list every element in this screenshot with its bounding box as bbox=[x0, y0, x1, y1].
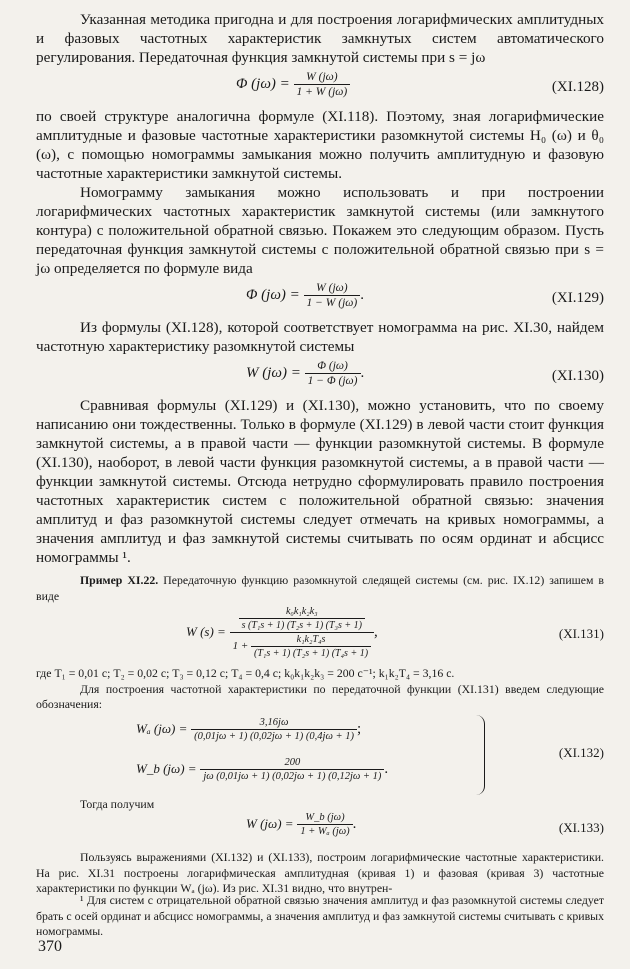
example-intro bbox=[36, 573, 604, 604]
footnote bbox=[36, 893, 604, 940]
eq129-lhs: Φ (jω) = bbox=[246, 286, 300, 303]
eq128-denominator: 1 + W (jω) bbox=[296, 86, 348, 98]
eq130-tail: . bbox=[360, 364, 365, 381]
eq132-tag: (XI.132) bbox=[558, 744, 604, 760]
eq133-tail: . bbox=[352, 815, 357, 832]
eq131-bottom-fraction bbox=[251, 634, 371, 659]
parameters-line: где T₁ = 0,01 с; T₂ = 0,02 с; T₃ = 0,12 с; T₄ = 0,4 с; k₀k₁k₂k₃ = 200 с⁻¹; k₁k₂T₄ = 3,16 с. bbox=[36, 666, 455, 680]
paragraph-6: Для построения частотной характеристики по передаточной функции (XI.131) введем следующие обозначения: bbox=[36, 681, 604, 711]
eq129-denominator: 1 − W (jω) bbox=[306, 297, 358, 309]
eq129-numerator: W (jω) bbox=[304, 282, 361, 296]
equation-xi-129 bbox=[36, 278, 604, 318]
eq132-row-a bbox=[136, 717, 361, 742]
eq132-b-lhs: W_b (jω) = bbox=[136, 760, 197, 776]
eq130-numerator: Φ (jω) bbox=[305, 360, 361, 374]
paragraph-1: Указанная методика пригодна и для построения логарифмических амплитудных и фазовых частотных характеристик замкнутых систем автоматического регулирования. Передаточная функция замкнутой системы при s = jω bbox=[36, 11, 604, 66]
eq130-lhs: W (jω) = bbox=[246, 364, 301, 381]
eq132-row-b bbox=[136, 757, 388, 782]
eq132-a-tail: ; bbox=[356, 720, 362, 737]
example-text: Передаточную функцию разомкнутой следящей системы (см. рис. IX.12) запишем в виде bbox=[36, 573, 604, 603]
eq133-tag: (XI.133) bbox=[558, 820, 604, 835]
eq131-one-plus: 1 + bbox=[232, 640, 249, 653]
eq131-top bbox=[230, 606, 374, 633]
eq132-b-fraction bbox=[200, 757, 384, 782]
eq133-fraction bbox=[297, 812, 352, 837]
equation-xi-131 bbox=[36, 604, 604, 666]
eq129-fraction bbox=[304, 282, 361, 309]
eq128-fraction bbox=[294, 71, 351, 98]
eq128-numerator: W (jω) bbox=[294, 71, 351, 85]
equation-xi-130 bbox=[36, 356, 604, 396]
eq132-a-fraction bbox=[191, 717, 357, 742]
eq132-a-denominator: (0,01jω + 1) (0,02jω + 1) (0,4jω + 1) bbox=[194, 730, 354, 742]
eq130-denominator: 1 − Φ (jω) bbox=[307, 375, 358, 387]
paragraph-7: Пользуясь выражениями (XI.132) и (XI.133), построим логарифмические частотные характеристики. На рис. XI.31 построены логарифмическая амплитудная (кривая 1) и фазовая (кривая 3) частотные характеристики по функции Wₐ (jω). Из рис. XI.31 видно, что внутрен- bbox=[36, 850, 604, 895]
eq133-denominator: 1 + Wₐ (jω) bbox=[300, 826, 350, 837]
eq131-top-fraction bbox=[239, 606, 365, 631]
eq131-lhs: W (s) = bbox=[186, 623, 226, 639]
eq130-tag: (XI.130) bbox=[551, 368, 604, 384]
eq128-lhs: Φ (jω) = bbox=[236, 75, 290, 92]
eq131-bottom-denominator: (T₁s + 1) (T₂s + 1) (T₄s + 1) bbox=[254, 648, 369, 659]
eq129-tag: (XI.129) bbox=[551, 290, 604, 306]
then-line: Тогда получим bbox=[80, 796, 155, 811]
eq132-a-numerator: 3,16jω bbox=[191, 717, 357, 730]
eq131-tag: (XI.131) bbox=[558, 626, 604, 641]
eq131-bottom bbox=[230, 633, 374, 659]
eq130-fraction bbox=[305, 360, 361, 387]
equation-xi-132 bbox=[36, 713, 604, 797]
eq131-fraction bbox=[230, 606, 374, 659]
equation-xi-133 bbox=[36, 812, 604, 850]
page-number: 370 bbox=[38, 938, 62, 955]
eq128-tag: (XI.128) bbox=[551, 79, 604, 95]
eq133-lhs: W (jω) = bbox=[246, 815, 294, 831]
eq133-numerator: W_b (jω) bbox=[297, 812, 352, 825]
eq132-b-tail: . bbox=[384, 760, 389, 777]
example-label: Пример XI.22. bbox=[80, 573, 159, 587]
eq132-b-numerator: 200 bbox=[200, 757, 384, 770]
footnote-text: ¹ Для систем с отрицательной обратной связью значения амплитуд и фаз разомкнутой системы следует брать с осей ординат и абсцисс номограммы, а значения амплитуд и фаз замкнутой системы считывать с кривых номограммы. bbox=[36, 893, 604, 938]
paragraph-3: Номограмму замыкания можно использовать и при построении логарифмических частотных характеристик замкнутой системы (или замкнутого контура) с положительной обратной связью. Покажем это следующим образом. Пусть передаточная функция замкнутой системы с положительной обратной связью при s = jω определяется по формуле вида bbox=[36, 184, 604, 277]
eq131-top-denominator: s (T₁s + 1) (T₂s + 1) (T₃s + 1) bbox=[241, 620, 362, 631]
eq132-brace bbox=[476, 715, 485, 795]
paragraph-2: по своей структуре аналогична формуле (XI.118). Поэтому, зная логарифмические амплитудные и фазовые частотные характеристики разомкнутой системы H₀ (ω) и θ₀ (ω), с помощью номограммы замыкания можно получить амплитудную и фазовую частотные характеристики замкнутой системы. bbox=[36, 108, 604, 182]
eq132-b-denominator: jω (0,01jω + 1) (0,02jω + 1) (0,12jω + 1) bbox=[203, 770, 382, 782]
paragraph-4: Из формулы (XI.128), которой соответствует номограмма на рис. XI.30, найдем частотную характеристику разомкнутой системы bbox=[36, 319, 604, 355]
eq132-a-lhs: Wₐ (jω) = bbox=[136, 720, 188, 736]
equation-xi-128 bbox=[36, 67, 604, 107]
eq131-bottom-numerator: k₁k₂T₄s bbox=[251, 634, 371, 647]
page-body bbox=[36, 10, 604, 897]
paragraph-5: Сравнивая формулы (XI.129) и (XI.130), можно установить, что по своему написанию они тождественны. Только в формуле (XI.129) в левой части стоит функция замкнутой системы, а в правой части — функции разомкнутой системы. В формуле (XI.130), наоборот, в левой части функция разомкнутой системы, а в правой части — функции замкнутой системы. Отсюда нетрудно сформулировать правило построения частотных характеристик систем с положительной обратной связью: значения амплитуд и фаз разомкнутой системы следует отмечать на кривых номограммы, а значения амплитуд и фаз замкнутой системы считывать по осям ординат и абсцисс номограммы ¹. bbox=[36, 397, 604, 566]
eq129-tail: . bbox=[360, 286, 364, 303]
eq131-top-numerator: k₀k₁k₂k₃ bbox=[239, 606, 365, 619]
eq131-tail: , bbox=[374, 623, 378, 640]
